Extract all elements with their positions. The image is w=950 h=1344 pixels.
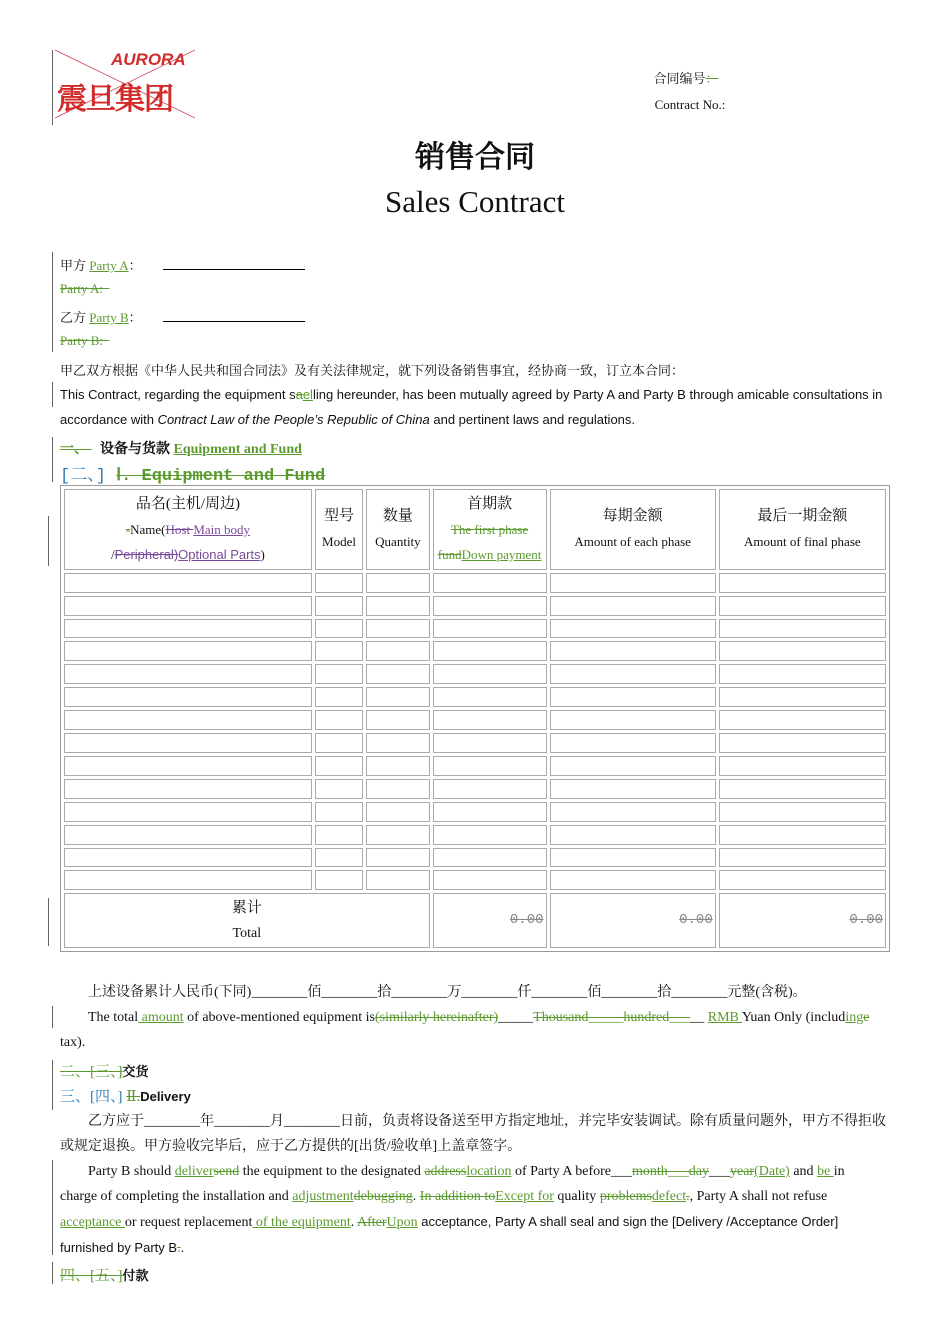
table-cell[interactable] (550, 779, 716, 799)
amount-cn: 上述设备累计人民币(下同)________佰________拾________万________仟________佰________拾________元整(含税)。 (88, 985, 807, 1000)
table-cell[interactable] (550, 710, 716, 730)
text: furnished by Party B (60, 1240, 178, 1255)
logo-en: AURORA (111, 50, 186, 69)
text: ling hereunder, has been mutually agreed by Party A and Party B through amicable consultations in (312, 387, 883, 402)
table-cell[interactable] (433, 825, 547, 845)
table-cell[interactable] (550, 687, 716, 707)
amount-en (60, 1005, 892, 1055)
table-cell[interactable] (433, 619, 547, 639)
text: . (350, 1215, 357, 1230)
table-cell[interactable] (550, 802, 716, 822)
table-cell[interactable] (366, 641, 429, 661)
text: Name( (130, 521, 166, 537)
table-row (64, 573, 886, 593)
deleted-text: Ⅰ. Equipment and Fund (116, 467, 326, 486)
table-cell[interactable] (719, 573, 886, 593)
deleted-text: After (357, 1215, 387, 1230)
table-cell[interactable] (550, 664, 716, 684)
table-cell[interactable] (315, 779, 363, 799)
table-cell[interactable] (64, 619, 312, 639)
table-cell[interactable] (64, 825, 312, 845)
table-cell[interactable] (433, 848, 547, 868)
text: the equipment to the designated (239, 1164, 425, 1179)
col-first-header (433, 489, 547, 570)
total-label (64, 893, 430, 948)
revision-bar (48, 516, 49, 566)
revision-bar (52, 1006, 53, 1028)
table-cell[interactable] (366, 687, 429, 707)
table-cell[interactable] (719, 733, 886, 753)
revision-bar (52, 1160, 53, 1255)
text: , Party A shall not refuse (689, 1189, 828, 1204)
preamble-cn: 甲乙双方根据《中华人民共和国合同法》及有关法律规定，就下列设备销售事宜，经协商一致，订立本合同： (60, 363, 685, 378)
table-cell[interactable] (315, 848, 363, 868)
inserted-text: Except for (495, 1189, 554, 1204)
deleted-text: e (863, 1010, 870, 1025)
table-cell[interactable] (64, 710, 312, 730)
inserted-text: be (817, 1164, 834, 1179)
inserted-text: Party B (89, 310, 129, 325)
col-first-cn: 首期款 (467, 495, 513, 512)
table-cell[interactable] (433, 779, 547, 799)
text: ) (260, 546, 265, 562)
table-cell[interactable] (433, 733, 547, 753)
deleted-text: problems (599, 1189, 652, 1204)
table-cell[interactable] (64, 664, 312, 684)
inserted-text: el (302, 387, 313, 402)
deleted-text: . (177, 1240, 181, 1255)
revision-bar (52, 252, 53, 352)
party-b-cn: 乙方 (60, 310, 87, 325)
inserted-text: ing (845, 1010, 864, 1025)
inserted-text: Main body (193, 521, 251, 537)
title-en: Sales Contract (385, 184, 565, 219)
inserted-text: deliver (174, 1164, 214, 1179)
table-total-row (64, 893, 886, 948)
table-cell[interactable] (366, 596, 429, 616)
table-cell[interactable] (550, 641, 716, 661)
table-cell[interactable] (550, 573, 716, 593)
table-cell[interactable] (719, 802, 886, 822)
col-model-en: Model (322, 534, 356, 550)
table-cell[interactable] (433, 573, 547, 593)
deleted-text: debugging (353, 1189, 413, 1204)
table-row (64, 619, 886, 639)
table-row (64, 664, 886, 684)
inserted-text: (Date) (754, 1164, 790, 1179)
inserted-text: defect (651, 1189, 687, 1204)
table-cell[interactable] (550, 733, 716, 753)
table-cell[interactable] (64, 596, 312, 616)
text: This Contract, regarding the equipment s (60, 387, 296, 402)
text: Party B should (88, 1164, 175, 1179)
table-cell[interactable] (64, 641, 312, 661)
inserted-text: of the equipment (252, 1215, 351, 1230)
deleted-text (88, 442, 100, 458)
section2-heading-2 (60, 1085, 191, 1106)
table-cell[interactable] (315, 710, 363, 730)
table-cell[interactable] (315, 596, 363, 616)
deleted-text: ： (705, 71, 719, 86)
table-cell[interactable] (366, 756, 429, 776)
table-cell[interactable] (719, 664, 886, 684)
revision-bar (48, 898, 49, 946)
table-cell[interactable] (64, 802, 312, 822)
inserted-number: 三、[四、] (60, 1089, 123, 1105)
deleted-text: Party A: (60, 281, 107, 296)
total-each-cell[interactable]: 0.00 (550, 893, 716, 948)
col-name-header: 品名(主机/周边) -Name(Host Main body /Peripheral)Optional Parts) (64, 489, 312, 570)
col-model-header (315, 489, 363, 570)
inserted-text: adjustment (292, 1189, 354, 1204)
table-cell[interactable] (550, 848, 716, 868)
party-a-blank[interactable] (163, 269, 305, 270)
table-cell[interactable] (433, 596, 547, 616)
law-name: Contract Law of the People’s Republic of China (157, 412, 430, 427)
table-cell[interactable] (64, 573, 312, 593)
deleted-blank (106, 281, 174, 297)
table-cell[interactable] (433, 664, 547, 684)
col-name-cn: 品名(主机/周边) (135, 495, 240, 512)
party-b-line (60, 307, 305, 326)
inserted-text: amount (138, 1010, 184, 1025)
deleted-text: In addition to (419, 1189, 496, 1204)
col-qty-header (366, 489, 429, 570)
table-cell[interactable] (64, 687, 312, 707)
text: . (180, 1240, 185, 1255)
text: Yuan Only (includ (741, 1010, 846, 1025)
table-cell[interactable] (315, 870, 363, 890)
table-cell[interactable] (366, 870, 429, 890)
text: or request replacement (124, 1215, 253, 1230)
deleted-text: The first phase fund (437, 521, 529, 562)
deleted-text: Peripheral) (114, 546, 179, 562)
table-row (64, 596, 886, 616)
table-row (64, 687, 886, 707)
text: in (833, 1164, 845, 1179)
revision-bar (52, 382, 53, 407)
table-row (64, 710, 886, 730)
contract-no-en: Contract No.: (654, 97, 726, 112)
deleted-blank (106, 333, 174, 349)
table-cell[interactable] (719, 619, 886, 639)
revision-bar (52, 1060, 53, 1110)
deleted-text: Thousand_____hundred___ (533, 1010, 691, 1025)
table-cell[interactable] (315, 687, 363, 707)
table-cell[interactable] (719, 779, 886, 799)
table-cell[interactable] (366, 573, 429, 593)
table-cell[interactable] (315, 573, 363, 593)
section1-heading (60, 438, 302, 458)
table-row (64, 733, 886, 753)
table-row (64, 756, 886, 776)
deleted-text: Host (165, 521, 194, 537)
party-a-deleted (60, 281, 174, 297)
inserted-text: location (466, 1164, 512, 1179)
text: and pertinent laws and regulations. (429, 412, 636, 427)
text: The total (88, 1010, 139, 1025)
party-a-cn: 甲方 (60, 258, 87, 273)
col-final-en: Amount of final phase (744, 534, 861, 550)
blank[interactable]: __ (690, 1010, 708, 1025)
party-b-blank[interactable] (163, 321, 305, 322)
inserted-text: Down payment (461, 546, 542, 562)
table-cell[interactable] (719, 687, 886, 707)
section2-title-cn: 交货 (122, 1064, 149, 1079)
text: quality (553, 1189, 600, 1204)
table-cell[interactable] (315, 641, 363, 661)
total-final-cell[interactable]: 0.00 (719, 893, 886, 948)
table-row (64, 848, 886, 868)
table-cell[interactable] (433, 756, 547, 776)
section3-title-cn: 付款 (122, 1268, 149, 1283)
colon: ： (128, 310, 142, 325)
table-cell[interactable] (433, 641, 547, 661)
table-cell[interactable] (366, 664, 429, 684)
blank[interactable]: ___ (708, 1164, 730, 1179)
inserted-text: acceptance (60, 1215, 125, 1230)
deleted-text: . (686, 1189, 690, 1204)
table-row (64, 641, 886, 661)
col-final-header (719, 489, 886, 570)
col-each-cn: 每期金额 (602, 508, 663, 525)
table-cell[interactable] (433, 687, 547, 707)
table-cell[interactable] (550, 870, 716, 890)
table-cell[interactable] (366, 779, 429, 799)
deleted-text: 一、 (60, 442, 88, 457)
company-logo (55, 48, 203, 120)
delivery-en (60, 1159, 892, 1260)
text: tax). (60, 1035, 86, 1050)
total-first-cell[interactable]: 0.00 (433, 893, 547, 948)
logo-cn: 震旦集团 (57, 82, 173, 117)
table-cell[interactable] (64, 756, 312, 776)
text: and (789, 1164, 818, 1179)
text: / (110, 546, 115, 562)
table-cell[interactable] (315, 733, 363, 753)
revision-bar (52, 437, 53, 482)
section1-title-cn: 设备与货款 (100, 440, 170, 456)
table-cell[interactable] (64, 733, 312, 753)
col-model-cn: 型号 (324, 508, 355, 525)
deleted-text: Party B: (60, 333, 107, 348)
table-cell[interactable] (315, 619, 363, 639)
table-cell[interactable] (433, 870, 547, 890)
deleted-text: a (295, 387, 303, 402)
inserted-text: Equipment and Fund (173, 442, 302, 457)
text: acceptance, Party A shall seal and sign the [Delivery /Acceptance Order] (417, 1214, 839, 1229)
table-cell[interactable] (366, 619, 429, 639)
text: of above-mentioned equipment is (183, 1010, 375, 1025)
section2-title-en: Delivery (140, 1089, 191, 1104)
party-b-deleted (60, 333, 174, 349)
table-cell[interactable] (719, 596, 886, 616)
table-cell[interactable] (64, 779, 312, 799)
table-cell[interactable] (64, 848, 312, 868)
col-each-header (550, 489, 716, 570)
section1-heading-2 (60, 460, 325, 486)
table-cell[interactable] (315, 756, 363, 776)
preamble-en-2 (60, 412, 635, 427)
table-cell[interactable] (366, 802, 429, 822)
inserted-text: Party A (89, 258, 129, 273)
total-cn: 累计 (231, 899, 262, 916)
table-cell[interactable] (366, 825, 429, 845)
revision-bar (52, 1262, 53, 1284)
party-a-line (60, 255, 305, 274)
table-cell[interactable] (315, 664, 363, 684)
table-cell[interactable] (550, 825, 716, 845)
table-cell[interactable] (64, 870, 312, 890)
deleted-text: Ⅱ. (126, 1089, 141, 1105)
col-qty-cn: 数量 (382, 508, 413, 525)
inserted-text: Upon (386, 1215, 418, 1230)
table-header-row (64, 489, 886, 570)
section3-heading (60, 1264, 149, 1285)
colon: ： (128, 258, 142, 273)
table-cell[interactable] (719, 825, 886, 845)
table-row (64, 825, 886, 845)
contract-number (620, 66, 760, 118)
section2-heading (60, 1060, 149, 1081)
col-each-en: Amount of each phase (574, 534, 691, 550)
table-cell[interactable] (366, 710, 429, 730)
table-cell[interactable] (719, 848, 886, 868)
text: of Party A before___ (511, 1164, 632, 1179)
title-cn: 销售合同 (415, 140, 535, 175)
table-cell[interactable] (315, 802, 363, 822)
table-cell[interactable] (719, 870, 886, 890)
table-cell[interactable] (315, 825, 363, 845)
deleted-text: 四、[五、] (60, 1268, 123, 1284)
delivery-cn: 乙方应于________年________月________日前，负责将设备送至甲方指定地址，并完毕安装调试。除有质量问题外，甲方不得拒收或规定退换。甲方验收完毕后，应于乙方提供的[出货/验收单]上盖章签字。 (60, 1114, 886, 1154)
text: . (412, 1189, 420, 1204)
deleted-text: address (424, 1164, 467, 1179)
deleted-text: year (729, 1164, 755, 1179)
inserted-text: Optional Parts (178, 546, 261, 562)
table-row (64, 779, 886, 799)
blank[interactable]: _____ (498, 1010, 534, 1025)
table-cell[interactable] (719, 641, 886, 661)
table-row (64, 870, 886, 890)
table-cell[interactable] (550, 756, 716, 776)
col-final-cn: 最后一期金额 (757, 508, 848, 525)
deleted-text: (similarly hereinafter) (374, 1010, 499, 1025)
col-qty-en: Quantity (375, 534, 421, 550)
table-cell[interactable] (550, 596, 716, 616)
deleted-text: 二、[三、] (60, 1064, 123, 1080)
inserted-text: RMB (707, 1010, 742, 1025)
preamble-en-1 (60, 387, 882, 402)
table-cell[interactable] (719, 710, 886, 730)
table-cell[interactable] (366, 848, 429, 868)
table-cell[interactable] (550, 619, 716, 639)
total-en: Total (232, 925, 262, 941)
table-cell[interactable] (719, 756, 886, 776)
table-cell[interactable] (433, 802, 547, 822)
table-row (64, 802, 886, 822)
table-cell[interactable] (366, 733, 429, 753)
revision-bar (52, 50, 53, 125)
text: accordance with (60, 412, 158, 427)
text: charge of completing the installation and (60, 1189, 293, 1204)
contract-no-cn: 合同编号 (653, 71, 706, 86)
table-cell[interactable] (433, 710, 547, 730)
inserted-number: [二、] (60, 467, 106, 486)
equipment-table (60, 485, 890, 952)
deleted-text: month___day (631, 1164, 709, 1179)
deleted-text: send (213, 1164, 240, 1179)
